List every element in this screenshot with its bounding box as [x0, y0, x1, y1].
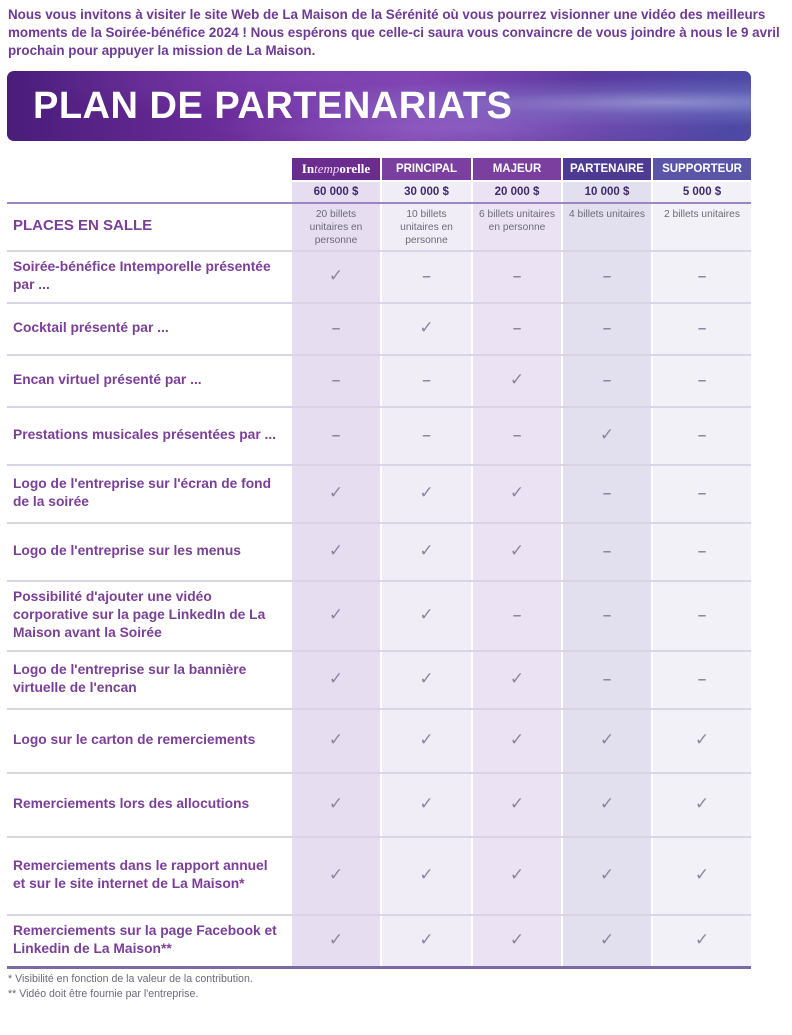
dash-mark: –: [602, 542, 612, 560]
column-name-part: In: [301, 161, 315, 176]
dash-mark: –: [602, 319, 612, 337]
check-icon: [292, 772, 380, 836]
check-mark: ✓: [328, 669, 344, 688]
dash-icon: [653, 302, 751, 354]
check-icon: [382, 914, 471, 966]
dash-mark: –: [422, 371, 431, 389]
dash-icon: [382, 250, 471, 302]
dash-mark: –: [422, 426, 431, 444]
benefit-label: Cocktail présenté par ...: [13, 320, 169, 335]
dash-icon: [653, 406, 751, 464]
check-mark: ✓: [328, 483, 344, 502]
dash-mark: –: [512, 606, 522, 624]
dash-mark: –: [697, 426, 707, 444]
footnotes: [8, 972, 253, 1002]
check-icon: [292, 836, 380, 914]
dash-icon: [473, 580, 561, 650]
benefit-label: Encan virtuel présenté par ...: [13, 372, 202, 387]
check-icon: [382, 836, 471, 914]
check-icon: [382, 302, 471, 354]
dash-icon: [563, 250, 651, 302]
dash-mark: –: [697, 670, 707, 688]
column-header: SUPPORTEUR: [653, 158, 751, 180]
check-mark: ✓: [509, 370, 525, 389]
check-icon: [292, 650, 380, 708]
check-icon: [653, 708, 751, 772]
check-mark: ✓: [419, 865, 434, 884]
dash-mark: –: [602, 371, 612, 389]
dash-icon: [653, 354, 751, 406]
dash-mark: –: [331, 371, 341, 389]
check-icon: [653, 914, 751, 966]
check-mark: ✓: [694, 730, 710, 749]
check-icon: [292, 580, 380, 650]
dash-icon: [473, 302, 561, 354]
check-mark: ✓: [419, 541, 434, 560]
check-icon: [382, 772, 471, 836]
check-mark: ✓: [599, 794, 615, 813]
dash-mark: –: [512, 426, 522, 444]
check-icon: [473, 650, 561, 708]
check-mark: ✓: [509, 930, 525, 949]
title-banner: [7, 71, 751, 141]
check-icon: [563, 914, 651, 966]
dash-mark: –: [602, 606, 612, 624]
check-icon: [382, 650, 471, 708]
check-icon: [292, 464, 380, 522]
dash-mark: –: [331, 319, 341, 337]
benefit-label: Remerciements lors des allocutions: [13, 796, 250, 811]
check-mark: ✓: [419, 669, 434, 688]
check-icon: [653, 836, 751, 914]
column-price: 5 000 $: [653, 182, 751, 204]
dash-icon: [563, 650, 651, 708]
dash-mark: –: [422, 267, 431, 285]
check-icon: [563, 772, 651, 836]
check-mark: ✓: [599, 930, 615, 949]
column-header: MAJEUR: [473, 158, 561, 180]
check-icon: [473, 354, 561, 406]
check-mark: ✓: [599, 730, 615, 749]
dash-icon: [473, 406, 561, 464]
check-mark: ✓: [509, 865, 525, 884]
ticket-count: 10 billets unitaires en personne: [400, 209, 453, 246]
check-icon: [563, 406, 651, 464]
check-mark: ✓: [328, 541, 344, 560]
check-mark: ✓: [509, 794, 525, 813]
column-name-part: orelle: [339, 161, 371, 176]
column-price: 60 000 $: [292, 182, 380, 204]
check-mark: ✓: [509, 541, 525, 560]
check-icon: [473, 914, 561, 966]
check-mark: ✓: [419, 730, 434, 749]
benefit-label: Logo de l'entreprise sur l'écran de fond de la soirée: [13, 476, 272, 509]
dash-icon: [563, 580, 651, 650]
partnership-table: [7, 158, 751, 966]
check-mark: ✓: [509, 669, 525, 688]
dash-mark: –: [697, 267, 707, 285]
check-icon: [563, 836, 651, 914]
dash-mark: –: [602, 670, 612, 688]
check-icon: [473, 836, 561, 914]
footnote-1: * Visibilité en fonction de la valeur de la contribution.: [8, 973, 253, 985]
ticket-count: 6 billets unitaires en personne: [479, 209, 555, 233]
ticket-count: 2 billets unitaires: [664, 209, 740, 220]
column-header: [292, 158, 380, 180]
places-label: PLACES EN SALLE: [13, 217, 153, 234]
dash-icon: [563, 464, 651, 522]
dash-icon: [563, 302, 651, 354]
dash-mark: –: [512, 267, 522, 285]
check-icon: [292, 522, 380, 580]
dash-icon: [653, 650, 751, 708]
dash-mark: –: [697, 484, 707, 502]
intro-paragraph: Nous vous invitons à visiter le site Web de La Maison de la Sérénité où vous pourrez visionner une vidéo des meilleurs moments de la Soirée-bénéfice 2024 ! Nous espérons que celle-ci saura vous convaincre de vous joindre à nous le 9 avril prochain pour appuyer la mission de La Maison.: [8, 7, 780, 58]
dash-icon: [653, 464, 751, 522]
check-icon: [473, 772, 561, 836]
column-price: 10 000 $: [563, 182, 651, 204]
check-mark: ✓: [419, 930, 434, 949]
ticket-count: 20 billets unitaires en personne: [309, 209, 363, 246]
dash-mark: –: [697, 606, 707, 624]
check-icon: [473, 522, 561, 580]
dash-icon: [292, 354, 380, 406]
benefit-label: Prestations musicales présentées par ...: [13, 427, 277, 442]
benefit-label: Remerciements dans le rapport annuel et sur le site internet de La Maison*: [13, 858, 268, 891]
dash-mark: –: [602, 267, 612, 285]
check-mark: ✓: [328, 794, 344, 813]
benefit-label: Logo de l'entreprise sur la bannière virtuelle de l'encan: [13, 662, 247, 695]
check-mark: ✓: [694, 865, 710, 884]
column-header: PARTENAIRE: [563, 158, 651, 180]
footnote-2: ** Vidéo doit être fournie par l'entreprise.: [8, 988, 199, 1000]
dash-icon: [563, 354, 651, 406]
dash-icon: [382, 354, 471, 406]
dash-mark: –: [512, 319, 522, 337]
column-price: 20 000 $: [473, 182, 561, 204]
dash-icon: [653, 580, 751, 650]
benefit-label: Soirée-bénéfice Intemporelle présentée par ...: [13, 259, 271, 292]
check-icon: [382, 708, 471, 772]
ticket-count: 4 billets unitaires: [569, 209, 645, 220]
dash-icon: [473, 250, 561, 302]
dash-icon: [382, 406, 471, 464]
check-icon: [473, 708, 561, 772]
check-mark: ✓: [694, 794, 710, 813]
dash-icon: [653, 250, 751, 302]
dash-mark: –: [697, 371, 707, 389]
table-bottom-line: [7, 966, 751, 969]
check-mark: ✓: [419, 483, 434, 502]
banner-title: PLAN DE PARTENARIATS: [33, 85, 513, 127]
check-icon: [292, 708, 380, 772]
check-mark: ✓: [328, 865, 344, 884]
check-mark: ✓: [419, 318, 434, 337]
column-name-part: temp: [314, 161, 340, 176]
check-mark: ✓: [694, 930, 710, 949]
dash-mark: –: [602, 484, 612, 502]
check-mark: ✓: [328, 605, 344, 624]
check-icon: [382, 522, 471, 580]
column-header: PRINCIPAL: [382, 158, 471, 180]
check-mark: ✓: [509, 483, 525, 502]
check-icon: [382, 580, 471, 650]
dash-icon: [653, 522, 751, 580]
dash-mark: –: [697, 542, 707, 560]
check-mark: ✓: [328, 930, 344, 949]
check-mark: ✓: [328, 730, 344, 749]
dash-icon: [563, 522, 651, 580]
benefit-label: Logo sur le carton de remerciements: [13, 732, 256, 747]
check-icon: [563, 708, 651, 772]
check-icon: [473, 464, 561, 522]
check-icon: [292, 914, 380, 966]
check-icon: [292, 250, 380, 302]
check-mark: ✓: [328, 266, 344, 285]
check-mark: ✓: [419, 605, 434, 624]
dash-mark: –: [697, 319, 707, 337]
check-icon: [382, 464, 471, 522]
check-mark: ✓: [419, 794, 434, 813]
column-price: 30 000 $: [382, 182, 471, 204]
check-icon: [653, 772, 751, 836]
dash-icon: [292, 406, 380, 464]
check-mark: ✓: [599, 425, 615, 444]
benefit-label: Possibilité d'ajouter une vidéo corporative sur la page LinkedIn de La Maison avant la Soirée: [13, 589, 266, 640]
check-mark: ✓: [599, 865, 615, 884]
dash-mark: –: [331, 426, 341, 444]
dash-icon: [292, 302, 380, 354]
benefit-label: Remerciements sur la page Facebook et Linkedin de La Maison**: [13, 923, 277, 956]
check-mark: ✓: [509, 730, 525, 749]
benefit-label: Logo de l'entreprise sur les menus: [13, 543, 241, 558]
